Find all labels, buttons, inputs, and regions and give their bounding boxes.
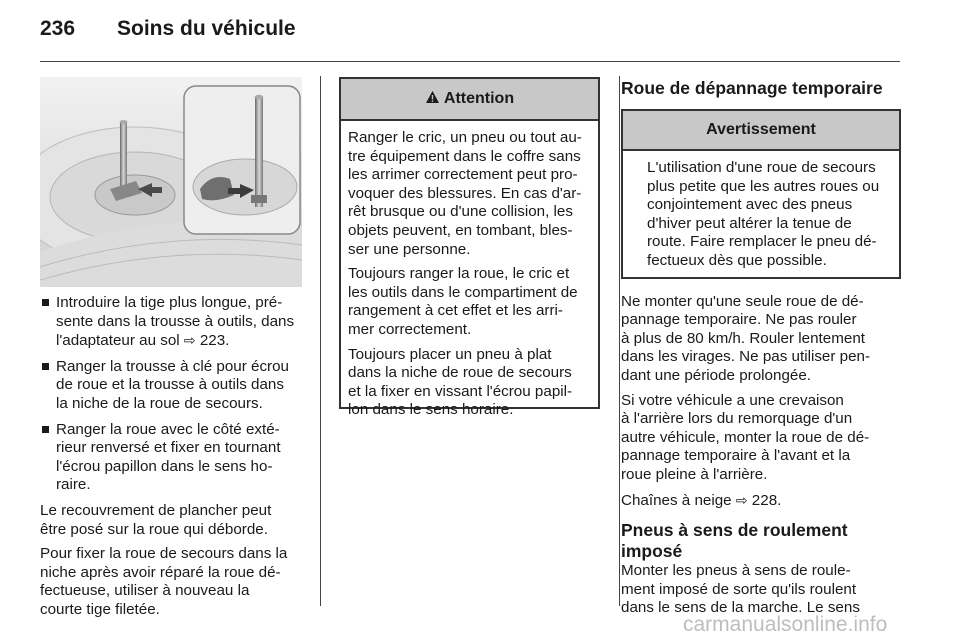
list-item: Introduire la tige plus longue, pré- sente dans la trousse à outils, dans l'adaptateur au sol ⇨ 223. — [40, 294, 304, 351]
paragraph: Monter les pneus à sens de roule- ment imposé de sorte qu'ils roulent dans le sens de la marche. Le sens — [621, 562, 860, 617]
paragraph: Le recouvrement de plancher peut être posé sur la roue qui déborde. — [40, 501, 272, 538]
spare-wheel-fastening-illustration — [40, 77, 302, 287]
watermark: carmanualsonline.info — [683, 613, 888, 636]
warning-triangle-icon — [425, 90, 440, 109]
left-column — [40, 294, 304, 626]
warning-header: Avertissement — [623, 111, 899, 151]
right-column — [621, 78, 905, 624]
warning-body: L'utilisation d'une roue de secours plus petite que les autres roues ou conjointement avec des pneus d'hiver peut altérer la tenue de route. Faire remplacer le pneu dé- fectueux dès que possible. — [647, 159, 880, 269]
column-divider-left — [320, 76, 321, 606]
list-item: Ranger la roue avec le côté exté- rieur renversé et fixer en tournant l'écrou papillon dans le sens ho- raire. — [40, 421, 304, 495]
paragraph: Toujours ranger la roue, le cric et les outils dans le compartiment de rangement à cet effet et les arri- mer correctement. — [348, 265, 578, 338]
attention-header — [341, 79, 598, 121]
bullet-square-icon — [42, 426, 49, 433]
bullet-square-icon — [42, 363, 49, 370]
header-rule — [40, 61, 900, 62]
page-number: 236 — [40, 17, 76, 40]
section-heading: Pneus à sens de roulement imposé — [621, 520, 848, 562]
attention-body — [341, 121, 598, 420]
warning-box — [621, 109, 901, 279]
page-title: Soins du véhicule — [117, 17, 296, 40]
attention-box — [339, 77, 600, 419]
column-divider-right — [619, 76, 620, 606]
page-reference-icon: ⇨ — [183, 332, 196, 349]
paragraph: Ne monter qu'une seule roue de dé- pannage temporaire. Ne pas rouler à plus de 80 km/h. Rouler lentement dans les virages. Ne pas utiliser pen- dant une période prolongée. — [621, 292, 871, 384]
paragraph: Ranger le cric, un pneu ou tout au- tre équipement dans le coffre sans les arrimer correctement peut pro- voquer des blessures. En cas d'ar- rêt brusque ou d'une collision, les objets peuvent, en tombant, bles- ser une personne. — [348, 129, 582, 258]
attention-title: Attention — [443, 90, 515, 107]
paragraph: Chaînes à neige ⇨ 228. — [621, 491, 782, 509]
paragraph: Pour fixer la roue de secours dans la niche après avoir réparé la roue dé- fectueuse, utiliser à nouveau la courte tige filetée. — [40, 545, 288, 618]
section-heading: Roue de dépannage temporaire — [621, 78, 883, 98]
bullet-square-icon — [42, 299, 49, 306]
paragraph: Toujours placer un pneu à plat dans la niche de roue de secours et la fixer en vissant l'écrou papil- lon dans le sens horaire. — [348, 345, 573, 419]
list-item: Ranger la trousse à clé pour écrou de roue et la trousse à outils dans la niche de la roue de secours. — [40, 358, 304, 414]
instruction-list — [40, 294, 304, 495]
page-reference-icon: ⇨ — [735, 491, 748, 508]
page-reference[interactable]: 223. — [195, 332, 230, 350]
page-reference[interactable]: 228. — [747, 491, 782, 509]
paragraph: Si votre véhicule a une crevaison à l'arrière lors du remorquage d'un autre véhicule, monter la roue de dé- pannage temporaire à l'avant et la roue pleine à l'arrière. — [621, 391, 870, 483]
spare-wheel-illustration — [40, 77, 302, 287]
